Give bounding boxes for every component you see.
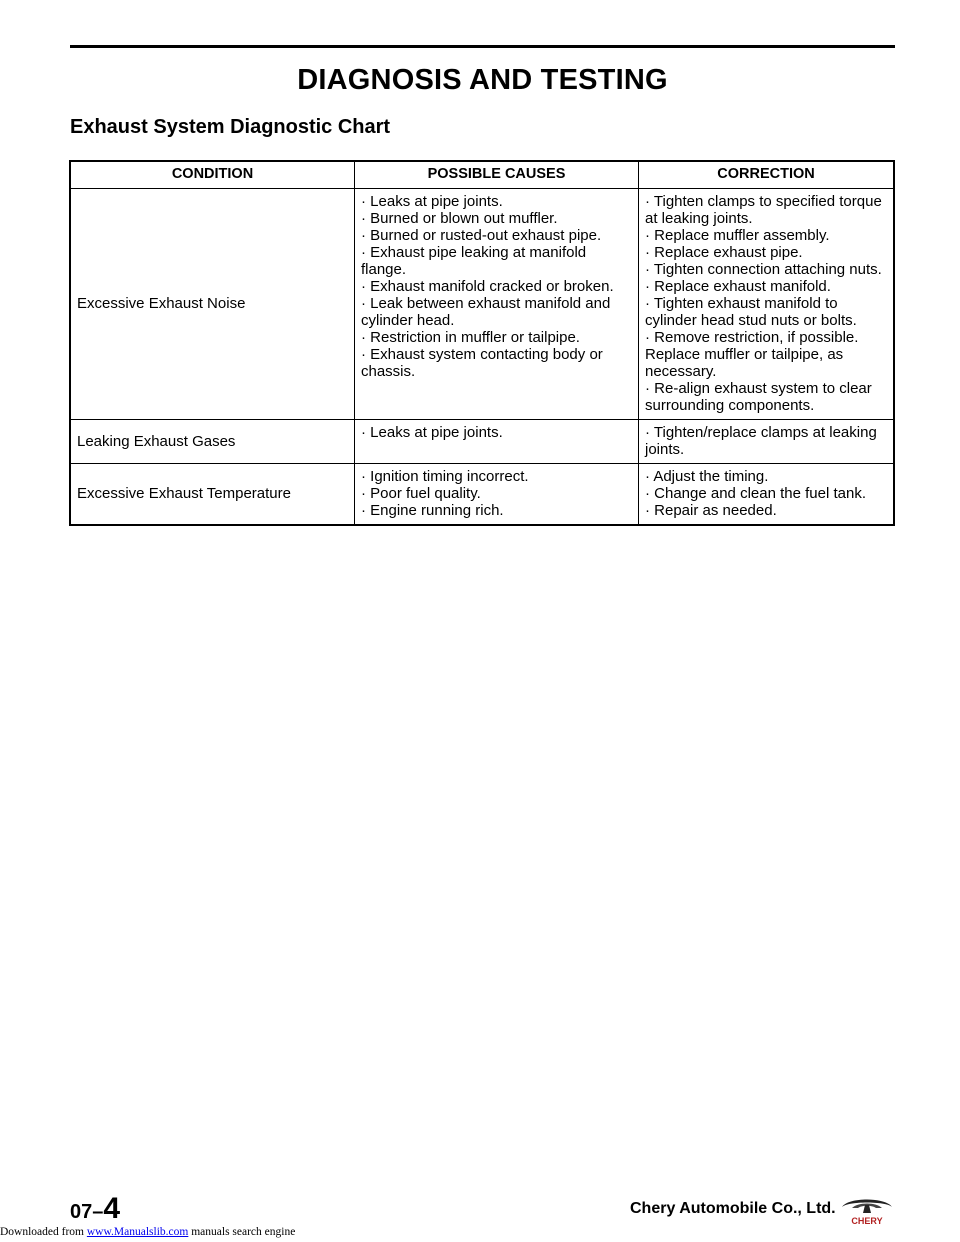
cause-item: · Exhaust system contacting body or chassis. [361,346,603,380]
correction-item: · Remove restriction, if possible. Replace muffler or tailpipe, as necessary. [645,329,859,380]
correction-item: · Tighten/replace clamps at leaking joints. [645,424,877,458]
download-notice [0,1226,295,1238]
company-name: Chery Automobile Co., Ltd. [630,1200,836,1217]
condition-cell: Leaking Exhaust Gases [70,420,355,464]
cause-item: · Exhaust pipe leaking at manifold flange. [361,244,587,278]
cause-item: · Leaks at pipe joints. [361,424,503,441]
cause-item: · Leak between exhaust manifold and cylinder head. [361,295,611,329]
manualslib-link[interactable]: www.Manualslib.com [86,1226,189,1238]
cause-item: · Burned or blown out muffler. [361,210,558,227]
correction-item: · Repair as needed. [645,502,777,519]
table-row [70,189,894,420]
header-condition: CONDITION [70,161,355,189]
logo-text: CHERY [851,1216,883,1226]
possible-causes-cell [355,189,639,420]
table-row [70,464,894,526]
possible-causes-cell [355,464,639,526]
correction-cell [639,464,895,526]
correction-item: · Tighten clamps to specified torque at leaking joints. [645,193,882,227]
page-number-prefix: 07– [70,1201,104,1223]
correction-item: · Re-align exhaust system to clear surrounding components. [645,380,872,414]
possible-causes-cell [355,420,639,464]
cause-item: · Restriction in muffler or tailpipe. [361,329,580,346]
download-suffix: manuals search engine [188,1226,296,1238]
correction-item: · Adjust the timing. [645,468,769,485]
condition-cell: Excessive Exhaust Temperature [70,464,355,526]
table-row [70,420,894,464]
correction-item: · Replace muffler assembly. [645,227,830,244]
download-prefix: Downloaded from [0,1226,87,1238]
cause-item: · Engine running rich. [361,502,504,519]
header-possible-causes: POSSIBLE CAUSES [355,161,639,189]
correction-cell [639,189,895,420]
cause-item: · Leaks at pipe joints. [361,193,503,210]
correction-item: · Tighten exhaust manifold to cylinder head stud nuts or bolts. [645,295,857,329]
cause-item: · Poor fuel quality. [361,485,481,502]
page-number [70,1192,120,1226]
condition-cell: Excessive Exhaust Noise [70,189,355,420]
correction-item: · Change and clean the fuel tank. [645,485,866,502]
cause-item: · Exhaust manifold cracked or broken. [361,278,614,295]
chery-logo [838,1195,896,1227]
page-number-value: 4 [103,1192,121,1225]
correction-item: · Replace exhaust manifold. [645,278,831,295]
top-rule [70,45,895,48]
header-correction: CORRECTION [639,161,895,189]
correction-cell [639,420,895,464]
diagnostic-table [69,160,895,526]
cause-item: · Burned or rusted-out exhaust pipe. [361,227,602,244]
section-title: Exhaust System Diagnostic Chart [70,116,391,138]
correction-item: · Tighten connection attaching nuts. [645,261,882,278]
cause-item: · Ignition timing incorrect. [361,468,529,485]
correction-item: · Replace exhaust pipe. [645,244,803,261]
page-title: DIAGNOSIS AND TESTING [297,64,668,96]
table-header-row [70,161,894,189]
